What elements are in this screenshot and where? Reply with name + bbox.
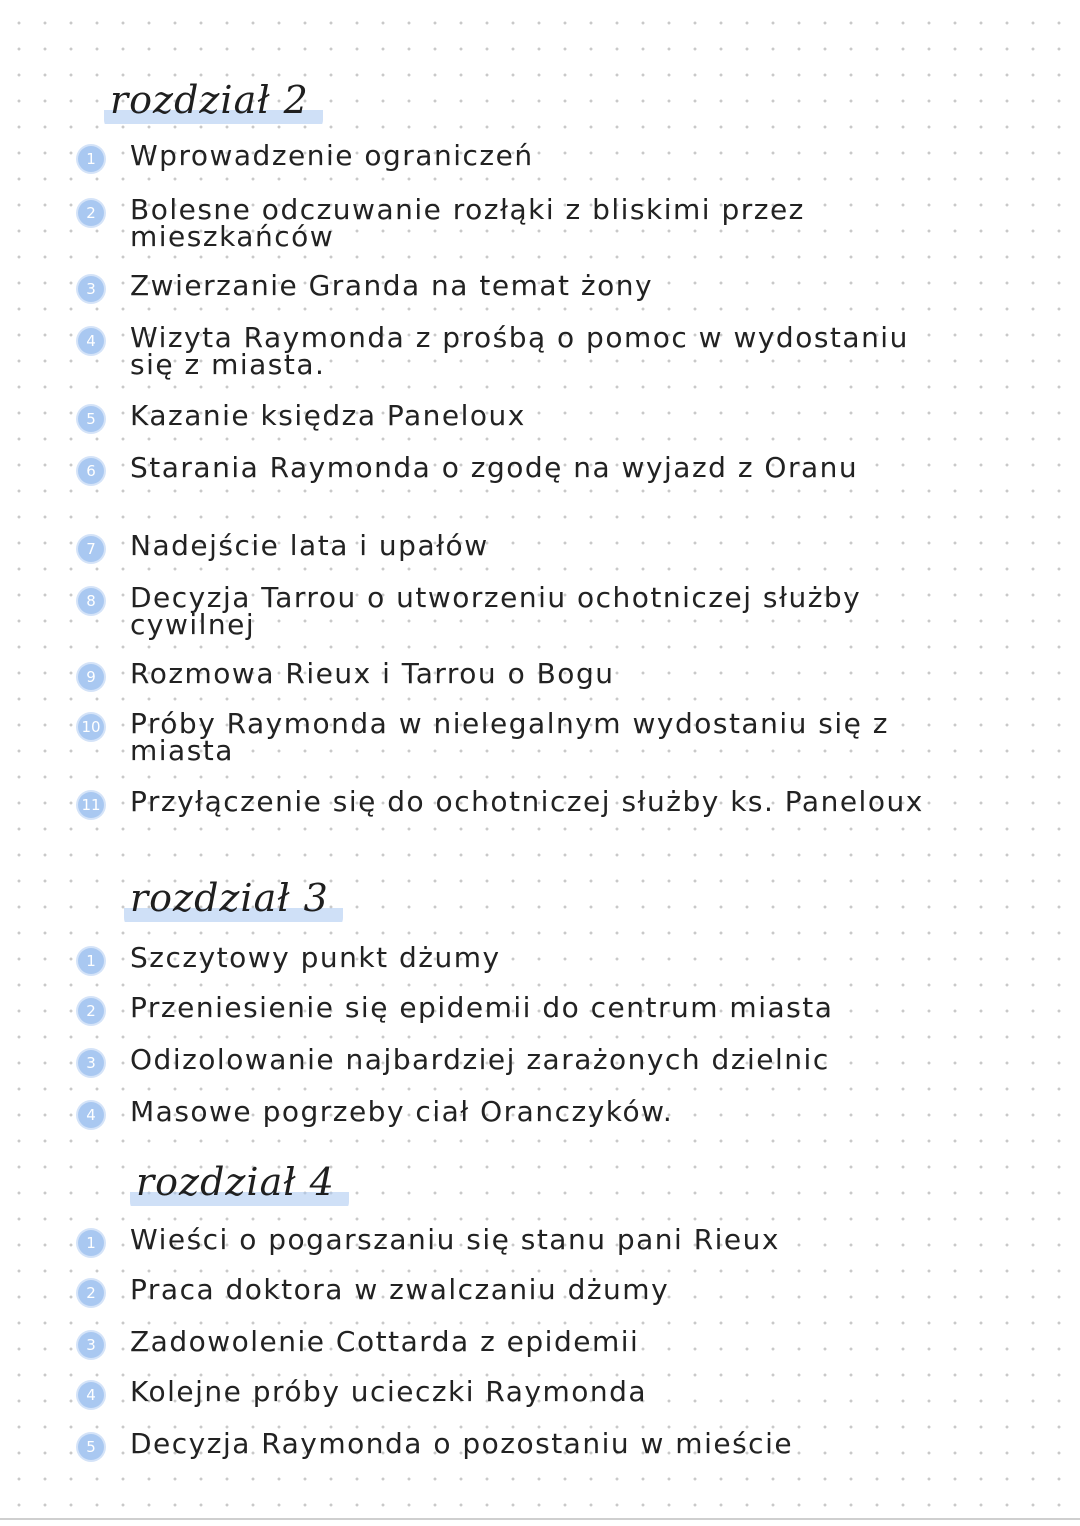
item-text: Przeniesienie się epidemii do centrum miasta [130,991,834,1024]
item-text: Starania Raymonda o zgodę na wyjazd z Oranu [130,451,859,484]
item-number-badge: 6 [78,458,104,484]
item-text: Wizyta Raymonda z prośbą o pomoc w wydostaniu się z miasta. [130,321,909,381]
item-number-badge: 1 [78,146,104,172]
item-text: Próby Raymonda w nielegalnym wydostaniu się z miasta [130,707,889,767]
item-text: Zwierzanie Granda na temat żony [130,269,654,302]
item-text: Decyzja Raymonda o pozostaniu w mieście [130,1427,794,1460]
item-text: Bolesne odczuwanie rozłąki z bliskimi przez mieszkańców [130,193,805,253]
item-number-badge: 9 [78,664,104,690]
item-text: Zadowolenie Cottarda z epidemii [130,1325,640,1358]
item-text: Nadejście lata i upałów [130,529,489,562]
item-text: Decyzja Tarrou o utworzeniu ochotniczej służby cywilnej [130,581,862,641]
item-text: Wieści o pogarszaniu się stanu pani Rieux [130,1223,780,1256]
item-text: Przyłączenie się do ochotniczej służby ks. Paneloux [130,785,924,818]
item-number-badge: 10 [78,714,104,740]
item-text: Odizolowanie najbardziej zarażonych dzielnic [130,1043,830,1076]
item-text: Masowe pogrzeby ciał Oranczyków. [130,1095,674,1128]
item-text: Praca doktora w zwalczaniu dżumy [130,1273,670,1306]
item-number-badge: 3 [78,1050,104,1076]
item-number-badge: 4 [78,1102,104,1128]
item-number-badge: 1 [78,948,104,974]
item-number-badge: 11 [78,792,104,818]
chapter-heading: rozdział 2 [104,78,323,130]
item-number-badge: 2 [78,200,104,226]
item-number-badge: 2 [78,998,104,1024]
item-text: Kolejne próby ucieczki Raymonda [130,1375,648,1408]
item-text: Kazanie księdza Paneloux [130,399,526,432]
item-number-badge: 2 [78,1280,104,1306]
item-number-badge: 1 [78,1230,104,1256]
item-number-badge: 7 [78,536,104,562]
item-number-badge: 5 [78,406,104,432]
item-number-badge: 4 [78,328,104,354]
item-number-badge: 8 [78,588,104,614]
item-text: Szczytowy punkt dżumy [130,941,501,974]
item-text: Rozmowa Rieux i Tarrou o Bogu [130,657,615,690]
item-number-badge: 5 [78,1434,104,1460]
item-number-badge: 3 [78,276,104,302]
item-number-badge: 3 [78,1332,104,1358]
item-text: Wprowadzenie ograniczeń [130,139,534,172]
page-edge-divider [0,1518,1080,1520]
item-number-badge: 4 [78,1382,104,1408]
chapter-heading: rozdział 4 [130,1160,349,1212]
chapter-heading: rozdział 3 [124,876,343,928]
